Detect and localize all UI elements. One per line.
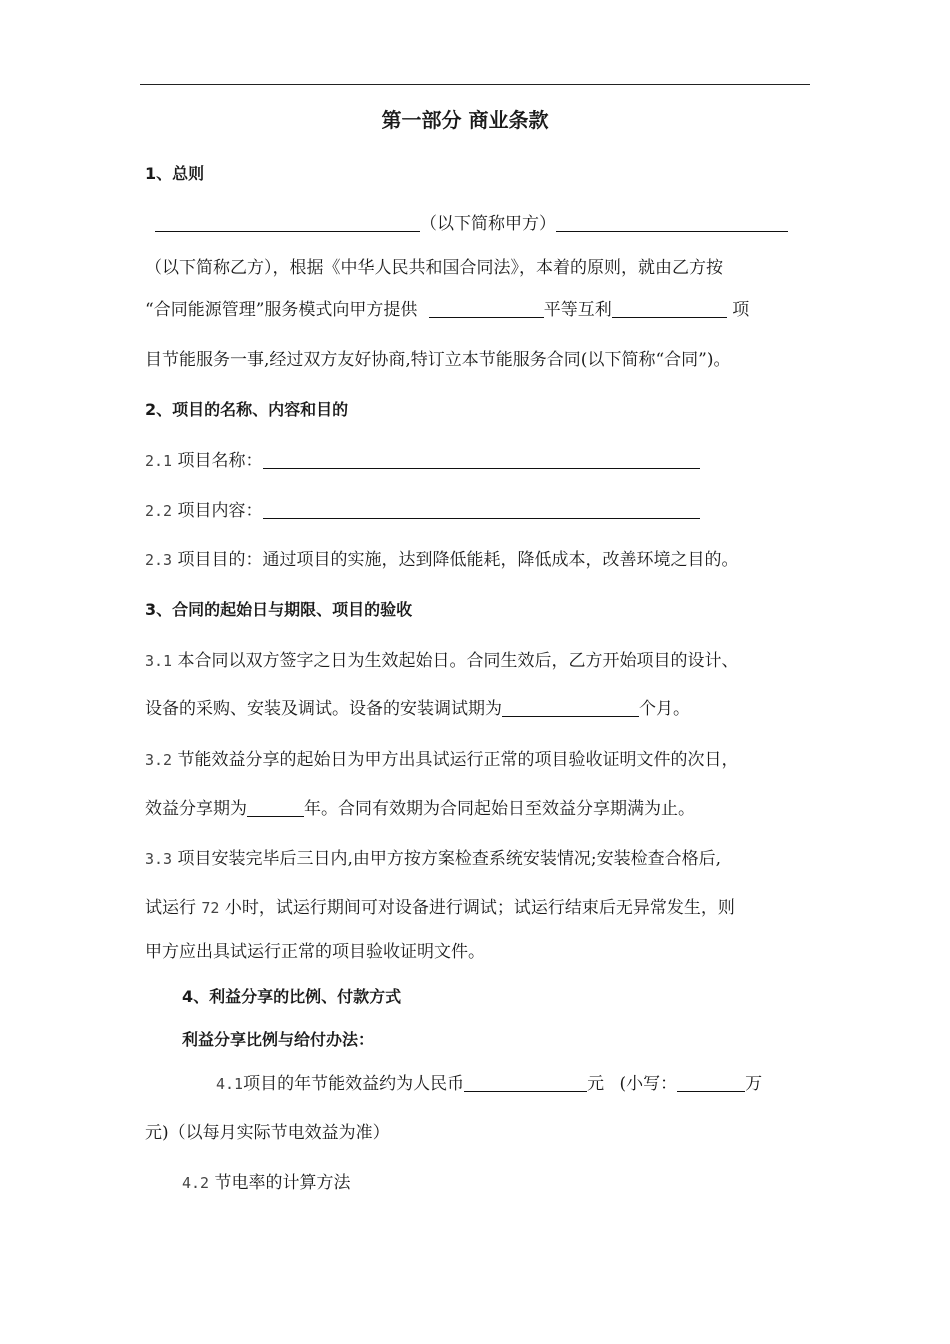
item-3-3-text-a: 项目安装完毕后三日内,由甲方按方案检查系统安装情况;安装检查合格后, [177,849,722,869]
months-text: 个月。 [639,699,690,719]
item-4-2-number: 4.2 [182,1174,210,1192]
wan-text: 万 [745,1074,763,1094]
party-b-blank [556,213,788,232]
item-4-1-line-1 [216,1072,762,1096]
item-3-3-number: 3.3 [145,850,173,868]
share-period-blank [247,798,304,817]
item-4-1-number: 4.1 [216,1075,244,1093]
section-1-line-4: 目节能服务一事,经过双方友好协商,特订立本节能服务合同(以下简称“合同”)。 [145,350,731,370]
item-2-3 [145,548,739,572]
project-content-blank [263,500,700,519]
item-4-2 [182,1171,351,1195]
item-3-2-line-1 [145,748,739,772]
party-a-blank [155,213,420,232]
item-2-3-number: 2.3 [145,551,173,569]
section-1-line-3 [145,298,749,322]
project-name-label: 项目名称： [177,451,263,471]
section-4-subheading: 利益分享比例与给付办法： [182,1030,375,1049]
item-3-1-line-2 [145,697,690,721]
lowercase-label: (小写： [619,1074,678,1094]
benefit-lowercase-blank [677,1073,745,1092]
item-3-2-number: 3.2 [145,751,173,769]
item-3-1-line-1 [145,649,739,673]
install-period-text: 设备的采购、安装及调试。设备的安装调试期为 [145,699,502,719]
item-3-1-text-a: 本合同以双方签字之日为生效起始日。合同生效后，乙方开始项目的设计、 [177,651,739,671]
saving-rate-method-text: 节电率的计算方法 [214,1173,351,1193]
item-3-3-line-1 [145,847,721,871]
item-char: 项 [732,300,750,320]
project-content-label: 项目内容： [177,501,263,521]
project-name-blank [263,450,700,469]
trial-run-text-b: 小时，试运行期间可对设备进行调试；试运行结束后无异常发生，则 [224,898,735,918]
item-3-3-line-2 [145,896,735,920]
section-1-heading: 1、总则 [145,164,205,183]
item-2-1-number: 2.1 [145,452,173,470]
yuan-text: 元 [587,1074,605,1094]
project-purpose-text: 项目目的：通过项目的实施，达到降低能耗，降低成本，改善环境之目的。 [177,550,739,570]
section-2-heading: 2、项目的名称、内容和目的 [145,400,349,419]
service-mode-text: “合同能源管理”服务模式向甲方提供 [145,300,418,320]
mutual-benefit-text: 平等互利 [543,300,612,320]
header-rule [140,84,810,85]
party-a-label: （以下简称甲方） [420,214,556,234]
page-title: 第一部分 商业条款 [381,108,549,132]
item-2-1 [145,449,700,473]
service-blank-1 [429,299,544,318]
item-3-2-text-a: 节能效益分享的起始日为甲方出具试运行正常的项目验收证明文件的次日， [177,750,739,770]
contract-validity-text: 年。合同有效期为合同起始日至效益分享期满为止。 [304,799,695,819]
section-3-heading: 3、合同的起始日与期限、项目的验收 [145,600,413,619]
item-3-3-line-3: 甲方应出具试运行正常的项目验收证明文件。 [145,942,485,962]
benefit-rmb-blank [464,1073,587,1092]
service-blank-2 [612,299,727,318]
annual-benefit-text: 项目的年节能效益约为人民币 [243,1074,465,1094]
trial-run-text: 试运行 [145,898,196,918]
install-period-blank [502,698,639,717]
item-3-1-number: 3.1 [145,652,173,670]
section-1-line-1 [155,212,788,236]
section-4-heading: 4、利益分享的比例、付款方式 [182,987,402,1006]
item-4-1-line-2: 元)（以每月实际节电效益为准） [145,1123,390,1143]
share-period-text: 效益分享期为 [145,799,247,819]
section-1-line-2: （以下简称乙方），根据《中华人民共和国合同法》，本着的原则，就由乙方按 [145,258,723,278]
item-2-2 [145,499,700,523]
item-3-2-line-2 [145,797,695,821]
trial-hours-number: 72 [201,899,220,917]
item-2-2-number: 2.2 [145,502,173,520]
